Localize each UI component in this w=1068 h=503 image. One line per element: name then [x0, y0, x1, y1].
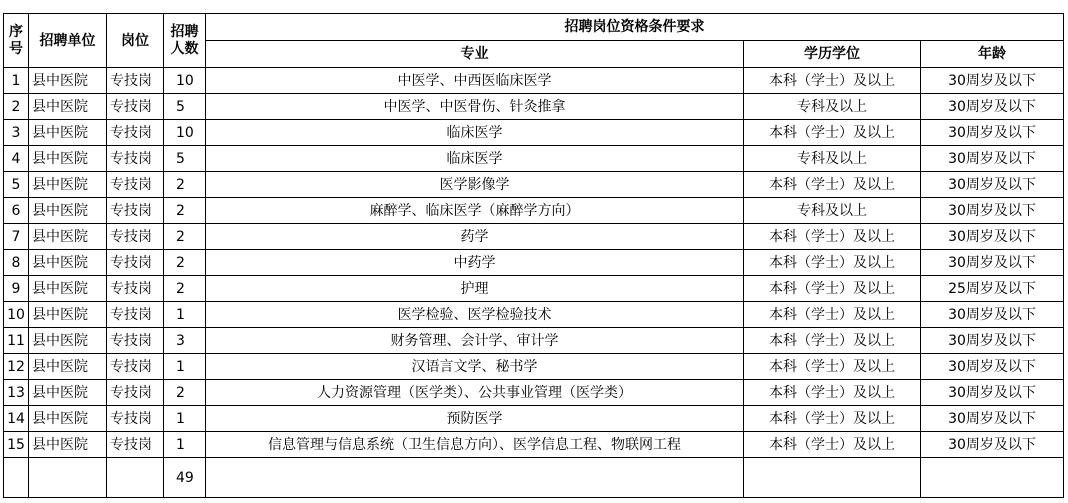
row-age: 30周岁及以下	[921, 224, 1064, 250]
header-seq: 序号	[4, 14, 29, 68]
table-row	[4, 432, 1064, 458]
row-major: 信息管理与信息系统（卫生信息方向）、医学信息工程、物联网工程	[206, 432, 744, 458]
row-position: 专技岗	[107, 406, 164, 432]
row-age: 30周岁及以下	[921, 406, 1064, 432]
row-unit: 县中医院	[29, 68, 107, 94]
table-row	[4, 354, 1064, 380]
row-seq: 3	[4, 120, 29, 146]
header-major: 专业	[206, 41, 744, 68]
row-age: 30周岁及以下	[921, 146, 1064, 172]
row-major: 中药学	[206, 250, 744, 276]
row-education: 本科（学士）及以上	[744, 68, 921, 94]
row-unit: 县中医院	[29, 406, 107, 432]
header-requirements: 招聘岗位资格条件要求	[206, 14, 1064, 41]
table-row	[4, 406, 1064, 432]
row-education: 本科（学士）及以上	[744, 302, 921, 328]
row-major: 药学	[206, 224, 744, 250]
header-unit: 招聘单位	[29, 14, 107, 68]
row-unit: 县中医院	[29, 276, 107, 302]
row-count: 3	[164, 328, 206, 354]
row-seq: 10	[4, 302, 29, 328]
recruitment-table	[3, 13, 1064, 498]
total-empty-cell	[744, 458, 921, 498]
row-unit: 县中医院	[29, 94, 107, 120]
row-position: 专技岗	[107, 198, 164, 224]
row-seq: 15	[4, 432, 29, 458]
row-count: 2	[164, 276, 206, 302]
row-unit: 县中医院	[29, 224, 107, 250]
row-major: 汉语言文学、秘书学	[206, 354, 744, 380]
row-seq: 6	[4, 198, 29, 224]
row-age: 30周岁及以下	[921, 432, 1064, 458]
row-major: 麻醉学、临床医学（麻醉学方向）	[206, 198, 744, 224]
row-age: 30周岁及以下	[921, 354, 1064, 380]
row-count: 2	[164, 224, 206, 250]
row-count: 1	[164, 354, 206, 380]
row-seq: 12	[4, 354, 29, 380]
row-seq: 14	[4, 406, 29, 432]
total-empty-cell	[4, 458, 29, 498]
row-major: 财务管理、会计学、审计学	[206, 328, 744, 354]
row-seq: 11	[4, 328, 29, 354]
row-major: 人力资源管理（医学类）、公共事业管理（医学类）	[206, 380, 744, 406]
row-unit: 县中医院	[29, 172, 107, 198]
row-count: 1	[164, 302, 206, 328]
row-education: 本科（学士）及以上	[744, 250, 921, 276]
row-education: 本科（学士）及以上	[744, 328, 921, 354]
row-education: 本科（学士）及以上	[744, 276, 921, 302]
row-unit: 县中医院	[29, 250, 107, 276]
row-education: 本科（学士）及以上	[744, 120, 921, 146]
document-title	[0, 0, 1068, 13]
row-seq: 4	[4, 146, 29, 172]
header-count: 招聘人数	[164, 14, 206, 68]
row-unit: 县中医院	[29, 432, 107, 458]
table-row	[4, 146, 1064, 172]
table-row	[4, 328, 1064, 354]
header-age: 年龄	[921, 41, 1064, 68]
row-seq: 8	[4, 250, 29, 276]
row-count: 5	[164, 146, 206, 172]
row-seq: 9	[4, 276, 29, 302]
row-major: 医学影像学	[206, 172, 744, 198]
row-age: 30周岁及以下	[921, 328, 1064, 354]
row-count: 2	[164, 380, 206, 406]
total-row	[4, 458, 1064, 498]
row-major: 中医学、中医骨伤、针灸推拿	[206, 94, 744, 120]
row-age: 30周岁及以下	[921, 380, 1064, 406]
row-position: 专技岗	[107, 120, 164, 146]
row-education: 本科（学士）及以上	[744, 224, 921, 250]
total-empty-cell	[206, 458, 744, 498]
row-education: 专科及以上	[744, 198, 921, 224]
row-seq: 1	[4, 68, 29, 94]
table-body	[4, 68, 1064, 498]
row-unit: 县中医院	[29, 328, 107, 354]
header-position: 岗位	[107, 14, 164, 68]
table-row	[4, 94, 1064, 120]
row-major: 预防医学	[206, 406, 744, 432]
row-education: 本科（学士）及以上	[744, 432, 921, 458]
row-age: 30周岁及以下	[921, 172, 1064, 198]
total-empty-cell	[921, 458, 1064, 498]
table-row	[4, 380, 1064, 406]
table-row	[4, 68, 1064, 94]
row-unit: 县中医院	[29, 198, 107, 224]
row-count: 2	[164, 198, 206, 224]
row-major: 中医学、中西医临床医学	[206, 68, 744, 94]
table-row	[4, 172, 1064, 198]
row-count: 1	[164, 432, 206, 458]
row-unit: 县中医院	[29, 146, 107, 172]
table-row	[4, 276, 1064, 302]
row-education: 专科及以上	[744, 94, 921, 120]
table-row	[4, 250, 1064, 276]
row-major: 临床医学	[206, 120, 744, 146]
row-position: 专技岗	[107, 172, 164, 198]
row-position: 专技岗	[107, 432, 164, 458]
row-education: 专科及以上	[744, 146, 921, 172]
row-count: 10	[164, 120, 206, 146]
row-unit: 县中医院	[29, 354, 107, 380]
row-education: 本科（学士）及以上	[744, 354, 921, 380]
row-position: 专技岗	[107, 146, 164, 172]
row-age: 30周岁及以下	[921, 198, 1064, 224]
row-position: 专技岗	[107, 302, 164, 328]
total-count: 49	[164, 458, 206, 498]
row-age: 30周岁及以下	[921, 250, 1064, 276]
row-age: 30周岁及以下	[921, 120, 1064, 146]
row-position: 专技岗	[107, 354, 164, 380]
row-age: 30周岁及以下	[921, 94, 1064, 120]
table-row	[4, 120, 1064, 146]
row-count: 1	[164, 406, 206, 432]
row-age: 30周岁及以下	[921, 302, 1064, 328]
row-education: 本科（学士）及以上	[744, 380, 921, 406]
row-count: 5	[164, 94, 206, 120]
row-age: 30周岁及以下	[921, 68, 1064, 94]
table-row	[4, 302, 1064, 328]
row-unit: 县中医院	[29, 380, 107, 406]
row-major: 医学检验、医学检验技术	[206, 302, 744, 328]
row-major: 护理	[206, 276, 744, 302]
row-position: 专技岗	[107, 328, 164, 354]
row-position: 专技岗	[107, 250, 164, 276]
row-position: 专技岗	[107, 276, 164, 302]
row-position: 专技岗	[107, 380, 164, 406]
total-empty-cell	[29, 458, 107, 498]
row-unit: 县中医院	[29, 120, 107, 146]
row-age: 25周岁及以下	[921, 276, 1064, 302]
row-major: 临床医学	[206, 146, 744, 172]
total-empty-cell	[107, 458, 164, 498]
row-seq: 2	[4, 94, 29, 120]
row-unit: 县中医院	[29, 302, 107, 328]
row-count: 10	[164, 68, 206, 94]
row-position: 专技岗	[107, 68, 164, 94]
row-count: 2	[164, 172, 206, 198]
row-seq: 7	[4, 224, 29, 250]
row-education: 本科（学士）及以上	[744, 406, 921, 432]
row-seq: 13	[4, 380, 29, 406]
table-row	[4, 224, 1064, 250]
row-count: 2	[164, 250, 206, 276]
row-position: 专技岗	[107, 94, 164, 120]
header-education: 学历学位	[744, 41, 921, 68]
table-row	[4, 198, 1064, 224]
row-position: 专技岗	[107, 224, 164, 250]
row-seq: 5	[4, 172, 29, 198]
row-education: 本科（学士）及以上	[744, 172, 921, 198]
